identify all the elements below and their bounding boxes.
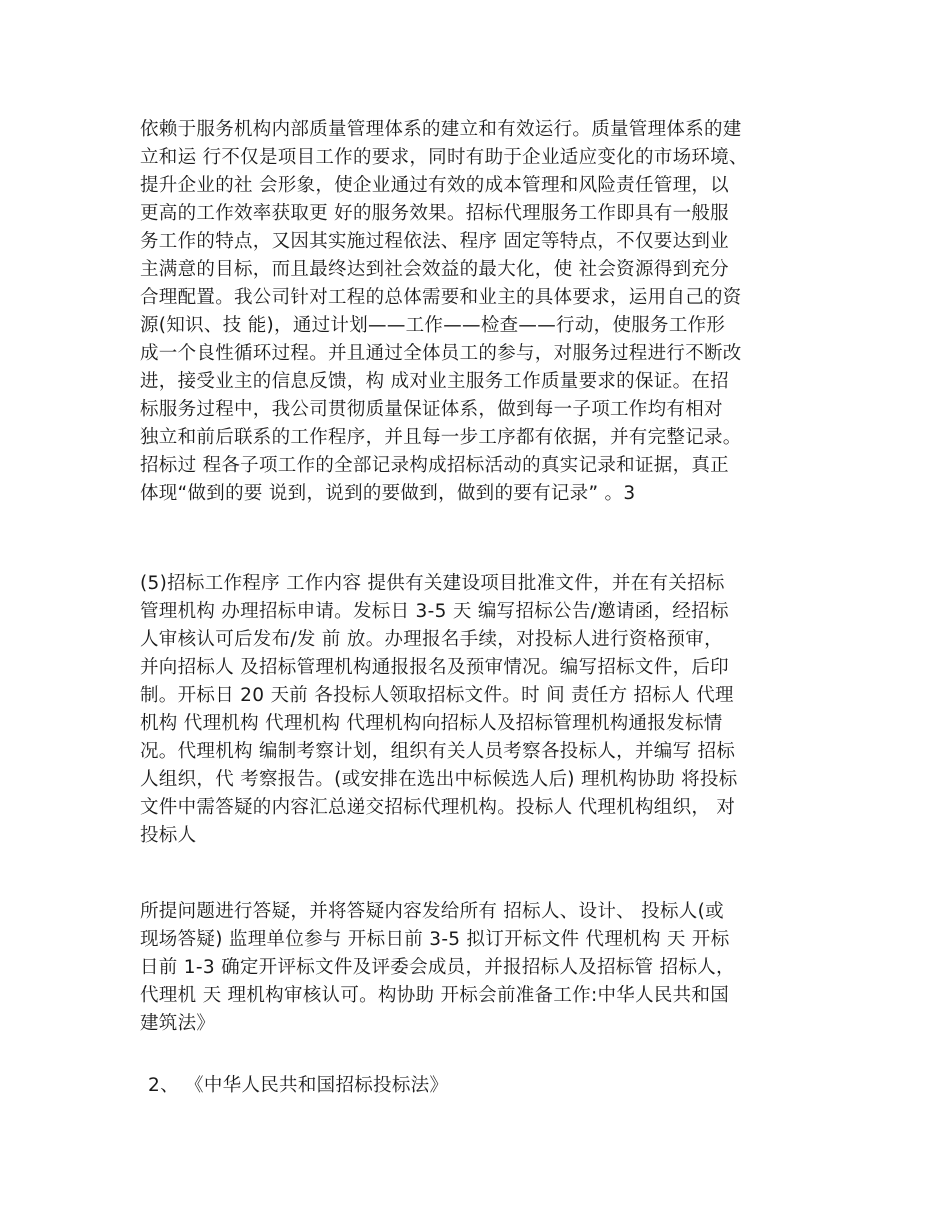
text-line: 现场答疑) 监理单位参与 开标日前 3-5 拟订开标文件 代理机构 天 开标: [140, 929, 730, 950]
text-line: 主满意的目标，而且最终达到社会效益的最大化，使 社会资源得到充分: [140, 259, 729, 280]
text-line: (5)招标工作程序 工作内容 提供有关建设项目批准文件，并在有关招标: [140, 573, 725, 594]
text-line: 管理机构 办理招标申请。发标日 3-5 天 编写招标公告/邀请函，经招标: [140, 601, 729, 622]
text-line: 日前 1-3 确定开评标文件及评委会成员，并报招标人及招标管 招标人，: [140, 957, 735, 978]
text-line: 独立和前后联系的工作程序，并且每一步工序都有依据，并有完整记录。: [140, 427, 742, 448]
text-line: 代理机 天 理机构审核认可。构协助 开标会前准备工作:中华人民共和国: [140, 985, 730, 1006]
text-line: 务工作的特点，又因其实施过程依法、程序 固定等特点，不仅要达到业: [140, 231, 729, 252]
text-line: 况。代理机构 编制考察计划，组织有关人员考察各投标人，并编写 招标: [140, 741, 736, 762]
paragraph-bidding-procedure: [140, 570, 810, 850]
text-line: 进，接受业主的信息反馈，构 成对业主服务工作质量要求的保证。在招: [140, 371, 729, 392]
text-line: 招标过 程各子项工作的全部记录构成招标活动的真实记录和证据，真正: [140, 455, 729, 476]
paragraph-law-reference: [148, 1072, 818, 1100]
text-line: 合理配置。我公司针对工程的总体需要和业主的具体要求，运用自己的资: [140, 287, 742, 308]
text-line: 并向招标人 及招标管理机构通报报名及预审情况。编写招标文件，后印: [140, 657, 729, 678]
text-line: 制。开标日 20 天前 各投标人领取招标文件。时 间 责任方 招标人 代理: [140, 685, 734, 706]
text-line: 源(知识、技 能)，通过计划——工作——检查——行动，使服务工作形: [140, 315, 726, 336]
text-line: 依赖于服务机构内部质量管理体系的建立和有效运行。质量管理体系的建: [140, 119, 742, 140]
text-line: 建筑法》: [140, 1013, 216, 1034]
text-line: 标服务过程中，我公司贯彻质量保证体系，做到每一子项工作均有相对: [140, 399, 723, 420]
text-line: 立和运 行不仅是项目工作的要求，同时有助于企业适应变化的市场环境、: [140, 147, 748, 168]
text-line: 投标人: [140, 825, 197, 846]
paragraph-questions-answering: [140, 898, 810, 1038]
text-line: 提升企业的社 会形象，使企业通过有效的成本管理和风险责任管理，以: [140, 175, 729, 196]
text-line: 2、 《中华人民共和国招标投标法》: [148, 1075, 449, 1096]
text-line: 人审核认可后发布/发 前 放。办理报名手续，对投标人进行资格预审，: [140, 629, 723, 650]
text-line: 文件中需答疑的内容汇总递交招标代理机构。投标人 代理机构组织， 对: [140, 797, 736, 818]
text-line: 体现“做到的要 说到，说到的要做到，做到的要有记录” 。3: [140, 483, 636, 504]
text-line: 更高的工作效率获取更 好的服务效果。招标代理服务工作即具有一般服: [140, 203, 729, 224]
text-line: 机构 代理机构 代理机构 代理机构向招标人及招标管理机构通报发标情: [140, 713, 723, 734]
text-line: 人组织，代 考察报告。(或安排在选出中标候选人后) 理机构协助 将投标: [140, 769, 738, 790]
text-line: 成一个良性循环过程。并且通过全体员工的参与，对服务过程进行不断改: [140, 343, 742, 364]
text-line: 所提问题进行答疑，并将答疑内容发给所有 招标人、设计、 投标人(或: [140, 901, 724, 922]
paragraph-quality-system: [140, 116, 810, 508]
